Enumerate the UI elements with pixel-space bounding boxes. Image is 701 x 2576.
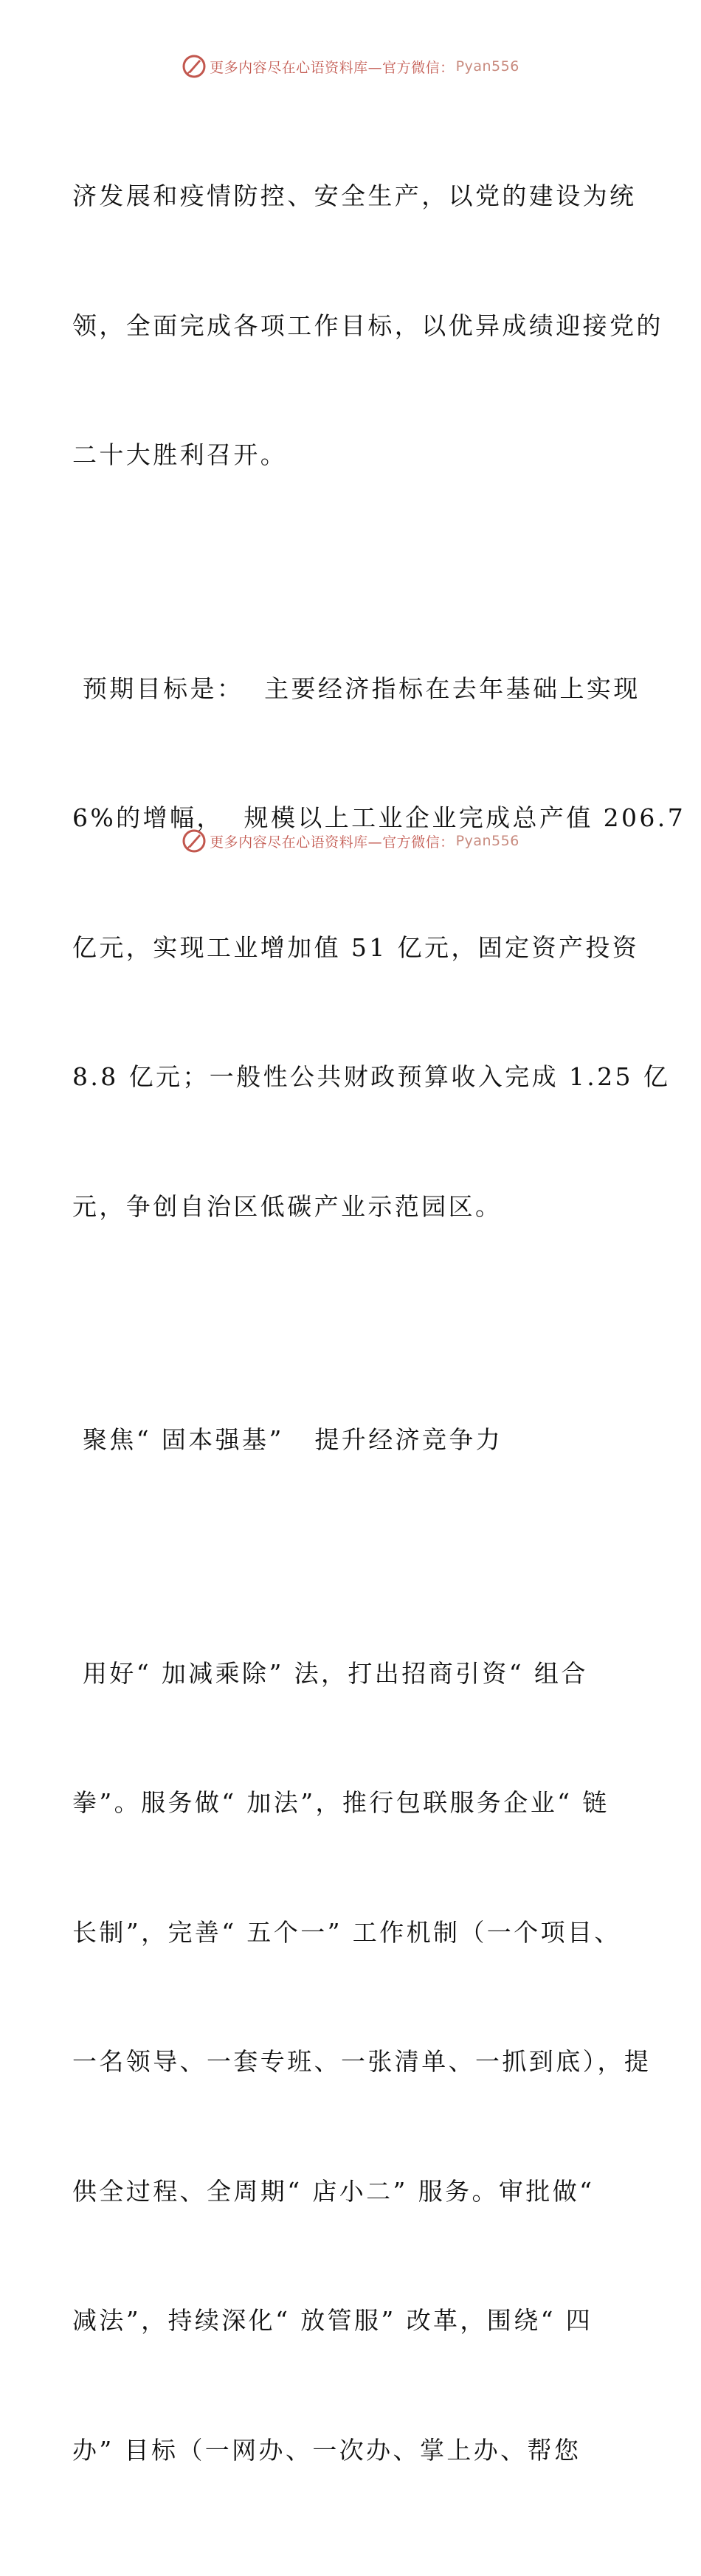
- paragraph: [72, 581, 686, 1315]
- text-line: 用好“ 加减乘除” 法，打出招商引资“ 组合: [72, 1658, 588, 1688]
- watermark-header: [0, 52, 701, 81]
- paragraph: [72, 1566, 652, 2559]
- quill-logo-icon: [182, 828, 207, 854]
- text-line: 亿元，实现工业增加值 51 亿元，固定资产投资: [72, 932, 640, 962]
- watermark-text: 更多内容尽在心语资料库—官方微信：: [210, 834, 455, 851]
- text-line: 减法”，持续深化“ 放管服” 改革，围绕“ 四: [72, 2306, 593, 2335]
- watermark-footer: [0, 826, 701, 856]
- text-line: 聚焦“ 固本强基” 提升经济竞争力: [72, 1425, 503, 1454]
- watermark-handle: Pyan556: [455, 58, 519, 75]
- text-line: 济发展和疫情防控、安全生产，以党的建设为统: [72, 181, 637, 210]
- text-line: 办” 目标（一网办、一次办、掌上办、帮您: [72, 2435, 581, 2465]
- text-line: 8.8 亿元；一般性公共财政预算收入完成 1.25 亿: [72, 1062, 671, 1091]
- text-line: 一名领导、一套专班、一张清单、一抓到底），提: [72, 2047, 652, 2076]
- text-line: 6%的增幅， 规模以上工业企业完成总产值 206.7: [72, 803, 686, 832]
- quill-logo-icon: [182, 54, 207, 79]
- text-line: 拳”。服务做“ 加法”，推行包联服务企业“ 链: [72, 1788, 610, 1817]
- paragraph: [72, 89, 663, 564]
- text-line: 领，全面完成各项工作目标，以优异成绩迎接党的: [72, 311, 663, 340]
- text-line: 二十大胜利召开。: [72, 440, 288, 469]
- text-line: 长制”，完善“ 五个一” 工作机制（一个项目、: [72, 1917, 621, 1947]
- watermark-handle: Pyan556: [455, 833, 519, 849]
- document-body: [72, 89, 686, 2576]
- text-line: 供全过程、全周期“ 店小二” 服务。审批做“: [72, 2176, 595, 2206]
- watermark-text: 更多内容尽在心语资料库—官方微信：: [210, 59, 455, 76]
- text-line: 预期目标是： 主要经济指标在去年基础上实现: [72, 674, 640, 703]
- section-heading: [72, 1332, 633, 1548]
- text-line: 元，争创自治区低碳产业示范园区。: [72, 1191, 503, 1221]
